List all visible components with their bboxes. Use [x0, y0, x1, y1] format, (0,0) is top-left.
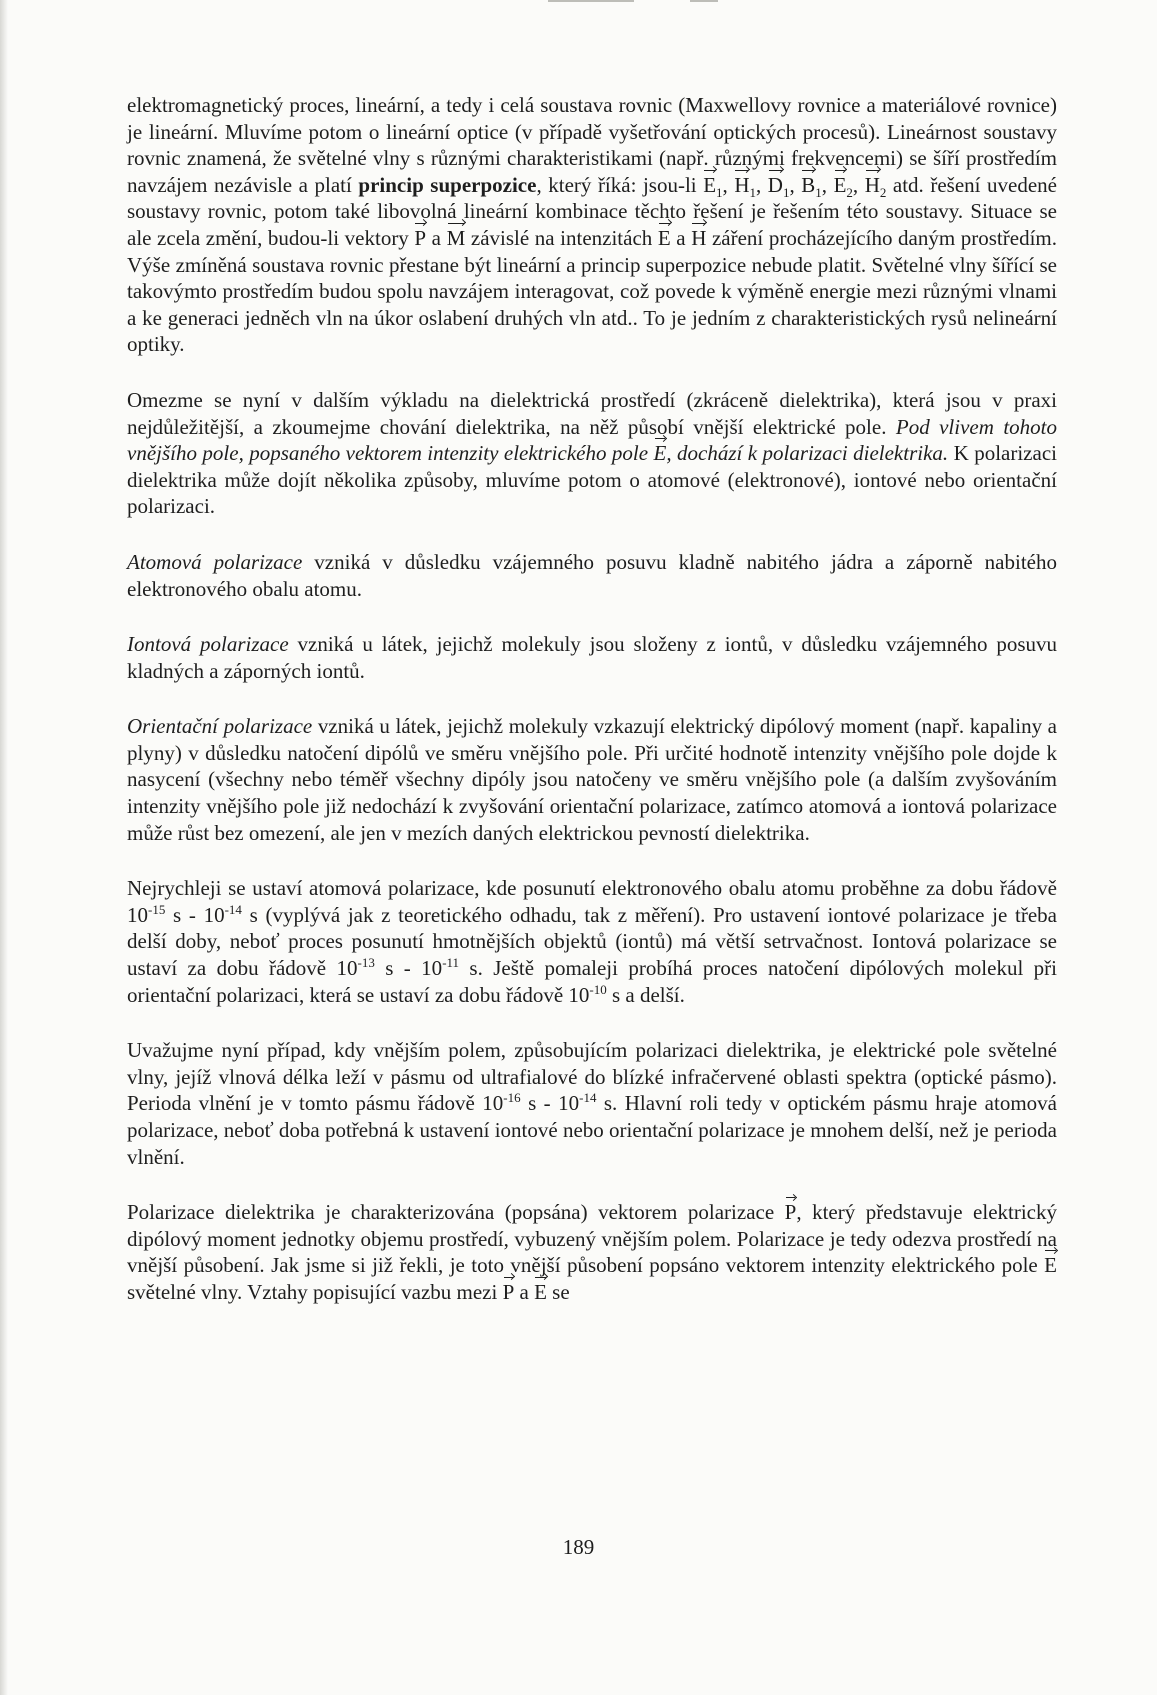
- text-run: s - 10: [520, 1091, 580, 1116]
- subscript: 1: [782, 184, 790, 200]
- exponent: -11: [442, 955, 460, 971]
- scan-top-rule: [690, 0, 718, 2]
- subscript: 2: [846, 184, 853, 200]
- text-run: K polarizaci dielektrika může dojít několika způsoby, mluvíme potom o atomové (elektronové), iontové nebo orientační polarizaci.: [127, 441, 1057, 519]
- vector-symbol: H: [864, 172, 880, 197]
- vector-symbol: E: [833, 172, 847, 197]
- vector-symbol: P: [784, 1200, 797, 1225]
- subscript: 1: [815, 184, 822, 200]
- text-run: závislé na intenzitách: [465, 225, 658, 250]
- text-run: a: [514, 1279, 535, 1304]
- paragraph-linear-optics: elektromagnetický proces, lineární, a tedy i celá soustava rovnic (Maxwellovy rovnice a materiálové rovnice) je lineární. Mluvíme potom o lineární optice (v případě vyšetřování optických procesů). Lineárnost soustavy rovnic znamená, že světelné vlny s různými charakteristikami (např. různými frekvencemi) se šíří prostředím navzájem nezávisle a platí princip superpozice, který říká: jsou-li $E_1$, $H_1$, $D_1$, $B_1$, $E_2$, $H_2$ atd. řešení uvedené soustavy rovnic, potom také libovolná lineární kombinace těchto řešení je řešením této soustavy. Situace se ale zcela změní, budou-li vektory P a M závislé na intenzitách E a H záření procházejícího daným prostředím. Výše zmíněná soustava rovnic přestane být lineární a princip superpozice nebude platit. Světelné vlny šířící se takovýmto prostředím budou spolu navzájem interagovat, což povede k výměně energie mezi různými vlnami a ke generaci jedněch vln na úkor oslabení druhých vln atd.. To je jedním z charakteristických rysů nelineární optiky.: [127, 93, 1058, 357]
- vector-symbol: H: [734, 172, 750, 197]
- subscript: 2: [879, 184, 887, 200]
- bold-term-superposition: princip superpozice: [358, 172, 537, 197]
- text-run: vzniká u látek, jejichž molekuly vzkazují elektrický dipólový moment (např. kapaliny a plyny) v důsledku natočení dipólů ve směru vnějšího pole. Při určité hodnotě intenzity vnějšího pole dojde k nasycení (všechny nebo téměř všechny dipóly jsou natočeny ve směru vnějšího pole (a dalším zvyšováním intenzity vnějšího pole již nedochází k zvyšování orientační polarizace, zatímco atomová a iontová polarizace může růst bez omezení, ale jen v mezích daných elektrickou pevností dielektrika.: [127, 714, 1057, 845]
- paragraph-polarization-times: [127, 875, 1057, 1008]
- page-number: 189: [562, 1535, 595, 1559]
- exponent: -14: [579, 1090, 597, 1106]
- paragraph-dielectrics: [127, 387, 1057, 520]
- vector-symbol: B: [801, 172, 816, 197]
- exponent: -16: [503, 1090, 521, 1106]
- text-run: s. Hlavní roli tedy v optickém pásmu hraje atomová polarizace, neboť doba potřebná k ustavení iontové nebo orientační polarizace je mnohem delší, než je perioda vlnění.: [127, 1091, 1057, 1169]
- vector-symbol: P: [414, 225, 427, 250]
- text-run: s (vyplývá jak z teoretického odhadu, tak z měření). Pro ustavení iontové polarizace je třeba delší doby, neboť proces posunutí hmotnějších objektů (iontů) má větší setrvačnost. Iontová polarizace se ustaví za dobu řádově 10: [127, 902, 1057, 981]
- text-run: atd. řešení uvedené soustavy rovnic, potom také libovolná lineární kombinace těchto řešení je řešením této soustavy. Situace se ale zcela změní, budou-li vektory: [127, 172, 1058, 250]
- text-run: záření procházejícího daným prostředím. Výše zmíněná soustava rovnic přestane být lineární a princip superpozice nebude platit. Světelné vlny šířící se takovýmto prostředím budou spolu navzájem interagovat, což povede k výměně energie mezi různými vlnami a ke generaci jedněch vln na úkor oslabení druhých vln atd.. To je jedním z charakteristických rysů nelineární optiky.: [127, 225, 1057, 357]
- text-run: vzniká v důsledku vzájemného posuvu kladně nabitého jádra a záporně nabitého elektronového obalu atomu.: [127, 549, 1057, 601]
- text-run: vzniká u látek, jejichž molekuly jsou složeny z iontů, v důsledku vzájemného posuvu kladných a záporných iontů.: [127, 632, 1057, 683]
- page-body: [127, 92, 1057, 1335]
- vector-symbol: E: [653, 441, 667, 466]
- vector-symbol: H: [691, 225, 707, 250]
- text-run: s - 10: [165, 902, 225, 927]
- exponent: -13: [357, 955, 375, 971]
- vector-symbol: E: [1044, 1253, 1057, 1278]
- text-run: Omezme se nyní v dalším výkladu na dielektrická prostředí (zkráceně dielektrika), která jsou v praxi nejdůležitější, a zkoumejme chování dielektrika, na něž působí vnější elektrické pole.: [127, 387, 1057, 439]
- vector-symbol: E: [534, 1279, 547, 1304]
- text-run: světelné vlny. Vztahy popisující vazbu mezi: [127, 1279, 503, 1304]
- text-run: Uvažujme nyní případ, kdy vnějším polem, způsobujícím polarizaci dielektrika, je elektrické pole světelné vlny, jejíž vlnová délka leží v pásmu od ultrafialové do blízké infračervené oblasti spektra (optické pásmo). Perioda vlnění je v tomto pásmu řádově 10: [127, 1038, 1057, 1116]
- text-run: a: [426, 225, 447, 250]
- paragraph-polarization-vector: [127, 1199, 1057, 1305]
- exponent: -10: [589, 981, 607, 997]
- italic-term: Orientační polarizace: [127, 714, 313, 739]
- vector-symbol: P: [502, 1279, 515, 1304]
- vector-symbol: E: [657, 225, 671, 250]
- italic-text: Pod vlivem tohoto vnějšího pole, popsaného vektorem intenzity elektrického pole: [127, 414, 1057, 466]
- scan-top-rule: [548, 0, 634, 2]
- vector-symbol: D: [767, 172, 783, 197]
- italic-term: Iontová polarizace: [127, 632, 289, 657]
- subscript: 1: [749, 184, 756, 200]
- italic-text: , dochází k polarizaci dielektrika.: [666, 441, 949, 466]
- paragraph-optical-band: [127, 1037, 1057, 1170]
- paragraph-ionic-polarization: [127, 631, 1057, 684]
- text-run: a: [670, 225, 692, 250]
- vector-symbol: M: [446, 225, 466, 250]
- scan-edge-shadow: [0, 0, 8, 1695]
- subscript: 1: [716, 184, 723, 200]
- italic-term: Atomová polarizace: [127, 549, 303, 574]
- text-run: , který představuje elektrický dipólový moment jednotky objemu prostředí, vybuzený vnějším polem. Polarizace je tedy odezva prostředí na vnější působení. Jak jsme si již řekli, je toto vnější působení popsáno vektorem intenzity elektrického pole: [127, 1200, 1057, 1278]
- text-run: se: [546, 1279, 570, 1304]
- text-run: , který říká: jsou-li: [536, 172, 704, 197]
- text-run: Polarizace dielektrika je charakterizována (popsána) vektorem polarizace: [127, 1200, 785, 1225]
- vector-symbol: E: [703, 172, 717, 197]
- text-run: s. Ještě pomaleji probíhá proces natočení dipólových molekul při orientační polarizaci, která se ustaví za dobu řádově 10: [127, 956, 1057, 1007]
- text-run: s a delší.: [606, 982, 685, 1007]
- text-run: s - 10: [374, 956, 443, 981]
- text-run: elektromagnetický proces, lineární, a tedy i celá soustava rovnic (Maxwellovy rovnice a materiálové rovnice) je lineární. Mluvíme potom o lineární optice (v případě vyšetřování optických procesů). Lineárnost soustavy rovnic znamená, že světelné vlny s různými charakteristikami (např. různými frekvencemi) se šíří prostředím navzájem nezávisle a platí: [127, 93, 1057, 197]
- exponent: -15: [148, 901, 166, 917]
- exponent: -14: [224, 901, 242, 917]
- paragraph-atomic-polarization: [127, 549, 1057, 602]
- text-run: Nejrychleji se ustaví atomová polarizace, kde posunutí elektronového obalu atomu proběhne za dobu řádově 10: [127, 876, 1057, 927]
- paragraph-orientation-polarization: [127, 713, 1057, 846]
